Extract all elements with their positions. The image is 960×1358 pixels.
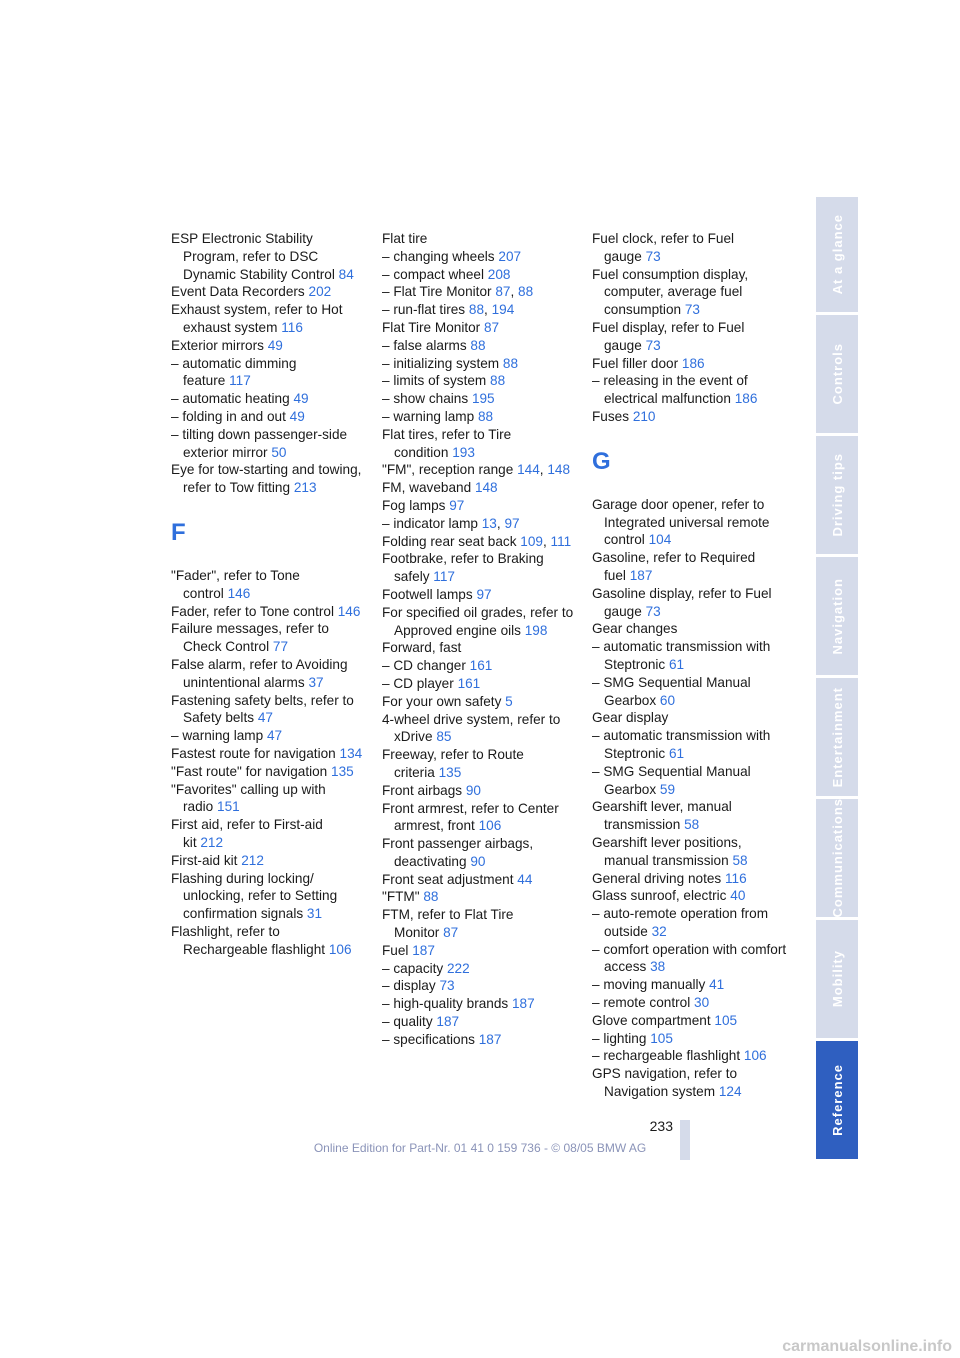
page-link[interactable]: 88: [490, 373, 506, 389]
watermark: carmanualsonline.info: [782, 1338, 952, 1355]
page-link[interactable]: 187: [478, 1031, 502, 1047]
page-link[interactable]: 58: [732, 852, 748, 868]
index-entry: [592, 674, 787, 710]
tab-label: Mobility: [829, 950, 845, 1008]
index-entry: [171, 390, 366, 408]
index-entry: [592, 994, 787, 1012]
index-entry: [382, 426, 577, 462]
entry-text: Eye for tow-starting and towing, refer to Tow fitting: [171, 462, 362, 496]
page-link[interactable]: 97: [476, 586, 492, 602]
page-link[interactable]: 212: [241, 852, 264, 868]
entry-text: – SMG Sequential Manual Gearbox: [592, 763, 751, 797]
footer-edition: Online Edition for Part-Nr. 01 41 0 159 736 - © 08/05 BMW AG: [313, 1141, 647, 1155]
index-column-2: [382, 230, 577, 1049]
page-link[interactable]: 41: [709, 977, 725, 993]
entry-text: Footbrake, refer to Braking safely: [382, 551, 544, 585]
page-link[interactable]: 32: [651, 923, 667, 939]
entry-text: – warning lamp: [171, 728, 264, 744]
index-entry: [382, 888, 577, 906]
page-link[interactable]: 186: [734, 391, 758, 407]
entry-text: Flat tires, refer to Tire condition: [382, 426, 512, 460]
index-entry: [382, 977, 577, 995]
page-link[interactable]: 116: [281, 319, 303, 335]
entry-text: "Fast route" for navigation: [171, 763, 328, 779]
index-entry: [382, 408, 577, 426]
entry-text: Forward, fast: [382, 640, 462, 656]
page-link[interactable]: 105: [650, 1030, 673, 1046]
index-entry: [171, 656, 366, 692]
page-link[interactable]: 49: [267, 337, 283, 353]
entry-text: – show chains: [382, 391, 469, 407]
index-column-3: [592, 230, 787, 1101]
entry-text: Flat Tire Monitor: [382, 319, 481, 335]
index-entry: [592, 408, 787, 426]
index-entry: [592, 372, 787, 408]
index-entry: [171, 567, 366, 603]
index-entry: [171, 745, 366, 763]
page-link[interactable]: 210: [632, 408, 656, 424]
page-number: 233: [649, 1118, 673, 1134]
entry-text: Glove compartment: [592, 1012, 711, 1028]
page-link[interactable]: 88: [470, 337, 486, 353]
entry-text: Front passenger airbags, deactivating: [382, 836, 534, 869]
tab-driving-tips[interactable]: [816, 436, 858, 554]
page-link[interactable]: 73: [645, 603, 661, 619]
entry-text: Gearshift lever, manual transmission: [592, 799, 732, 833]
index-entry: [592, 870, 787, 888]
page-link[interactable]: 106: [328, 941, 352, 957]
entry-text: Gearshift lever positions, manual transmission: [592, 834, 742, 868]
tab-communications[interactable]: [816, 799, 858, 917]
index-entry: [592, 905, 787, 941]
index-entry: [382, 319, 577, 337]
entry-text: – changing wheels: [382, 248, 495, 264]
entry-text: Fader, refer to Tone control: [171, 603, 334, 619]
page-link[interactable]: 146: [337, 603, 361, 619]
index-entry: [382, 355, 577, 373]
entry-text: – high-quality brands: [382, 996, 509, 1012]
entry-text: – folding in and out: [171, 408, 286, 424]
index-entry: [382, 230, 577, 248]
entry-text: – lighting: [592, 1030, 647, 1046]
entry-text: – capacity: [382, 960, 444, 976]
page-link[interactable]: 88: [518, 284, 534, 300]
entry-text: For your own safety: [382, 693, 502, 709]
index-entry: [171, 337, 366, 355]
entry-text: – false alarms: [382, 337, 467, 353]
page-link[interactable]: 61: [669, 656, 685, 672]
index-entry: [171, 763, 366, 781]
page-link[interactable]: 111: [550, 533, 572, 549]
tab-label: Reference: [829, 1064, 845, 1136]
index-entry: [592, 355, 787, 373]
page-link[interactable]: 198: [524, 622, 548, 638]
index-entry: [592, 727, 787, 763]
index-entry: [171, 230, 366, 283]
index-entry: [382, 835, 577, 871]
page-link[interactable]: 202: [308, 284, 332, 300]
index-entry: [592, 585, 787, 621]
index-entry: [592, 834, 787, 870]
tab-at-a-glance[interactable]: [816, 197, 858, 312]
index-entry: [171, 923, 366, 959]
tab-mobility[interactable]: [816, 920, 858, 1038]
page-link[interactable]: 148: [474, 480, 498, 496]
entry-text: – tilting down passenger-side exterior mirror: [171, 426, 348, 460]
index-entry: [592, 798, 787, 834]
page-link[interactable]: 134: [339, 745, 363, 761]
entry-text: – automatic transmission with Steptronic: [592, 728, 771, 761]
page-link[interactable]: 148: [547, 462, 571, 478]
entry-text: Garage door opener, refer to Integrated universal remote control: [592, 496, 770, 548]
page-link[interactable]: 105: [714, 1012, 738, 1028]
entry-text: Flashlight, refer to Rechargeable flashlight: [171, 923, 326, 957]
tab-label: At a glance: [829, 214, 845, 295]
entry-text: Front seat adjustment: [382, 871, 514, 887]
page-link[interactable]: 84: [338, 266, 354, 282]
entry-text: – CD player: [382, 675, 454, 691]
entry-text: "Fader", refer to Tone control: [171, 567, 300, 601]
entry-text: Gear changes: [592, 621, 678, 637]
entry-text: – limits of system: [382, 373, 487, 389]
index-entry: [592, 1065, 787, 1101]
entry-text: "FM", reception range: [382, 462, 514, 478]
entry-text: Exhaust system, refer to Hot exhaust system: [171, 302, 343, 335]
index-entry: [171, 301, 366, 337]
index-entry: [382, 1013, 577, 1031]
page-link[interactable]: 187: [436, 1014, 460, 1030]
entry-text: First-aid kit: [171, 852, 238, 868]
entry-text: – rechargeable flashlight: [592, 1048, 741, 1064]
entry-text: Glass sunroof, electric: [592, 888, 727, 904]
entry-text: First aid, refer to First-aid kit: [171, 817, 323, 850]
tab-label: Navigation: [829, 577, 845, 655]
index-entry: [592, 319, 787, 355]
entry-text: Fastest route for navigation: [171, 745, 336, 761]
entry-text: Flashing during locking/ unlocking, refer to Setting confirmation signals: [171, 870, 338, 922]
index-entry: "FM", reception range 144, 148: [382, 462, 571, 478]
page-link[interactable]: 187: [412, 942, 435, 958]
index-entry: [382, 604, 577, 640]
index-entry: [382, 1031, 577, 1049]
index-entry: [382, 871, 577, 889]
page-link[interactable]: 97: [449, 497, 465, 513]
entry-text: Front airbags: [382, 782, 463, 798]
entry-text: Fuel clock, refer to Fuel gauge: [592, 231, 735, 264]
page-link[interactable]: 161: [469, 658, 493, 674]
index-entry: [382, 995, 577, 1013]
tab-label: Entertainment: [829, 686, 845, 788]
page-link[interactable]: 187: [511, 996, 535, 1012]
page-link[interactable]: 90: [465, 782, 481, 798]
entry-text: Fuel display, refer to Fuel gauge: [592, 319, 745, 353]
index-entry: [171, 816, 366, 852]
entry-text: – warning lamp: [382, 408, 475, 424]
page-link[interactable]: 106: [478, 818, 502, 834]
page-link[interactable]: 222: [447, 960, 470, 976]
index-entry: [171, 408, 366, 426]
entry-text: Fuel filler door: [592, 355, 679, 371]
page-link[interactable]: 151: [217, 799, 240, 815]
index-entry: – Flat Tire Monitor 87, 88: [382, 284, 534, 300]
entry-text: Gasoline display, refer to Fuel gauge: [592, 585, 772, 619]
entry-text: Fuel: [382, 942, 409, 958]
entry-text: – indicator lamp: [382, 515, 478, 531]
page-link[interactable]: 73: [645, 337, 661, 353]
entry-text: Gasoline, refer to Required fuel: [592, 550, 756, 583]
tab-label: Controls: [829, 343, 845, 405]
index-entry: [382, 782, 577, 800]
entry-text: Fastening safety belts, refer to Safety belts: [171, 692, 354, 726]
page-link[interactable]: 186: [681, 355, 705, 371]
index-column-1: [171, 230, 366, 958]
entry-text: Front armrest, refer to Center armrest, front: [382, 800, 559, 834]
index-entry: [382, 550, 577, 586]
index-entry: [382, 942, 577, 960]
page-link[interactable]: 193: [452, 444, 475, 460]
page-link[interactable]: 117: [433, 569, 455, 585]
tab-label: Communications: [829, 798, 845, 918]
entry-text: Flat tire: [382, 231, 428, 246]
index-entry: – indicator lamp 13, 97: [382, 515, 520, 531]
index-entry: [592, 976, 787, 994]
index-entry: [382, 693, 577, 711]
page-link[interactable]: 85: [436, 729, 452, 745]
page-link[interactable]: 60: [659, 692, 676, 708]
page-link[interactable]: 61: [669, 745, 685, 761]
page-link[interactable]: 187: [629, 567, 653, 583]
index-entry: [171, 870, 366, 923]
index-entry: [592, 266, 787, 319]
page-link[interactable]: 49: [293, 391, 309, 407]
page-link[interactable]: 44: [517, 871, 533, 887]
index-entry: [382, 906, 577, 942]
entry-text: Freeway, refer to Route criteria: [382, 747, 524, 780]
entry-text: Fuses: [592, 408, 630, 424]
tab-controls[interactable]: [816, 315, 858, 433]
index-entry: [382, 639, 577, 657]
page-link[interactable]: 212: [200, 834, 224, 850]
index-entry: – run-flat tires 88, 194: [382, 302, 515, 318]
entry-text: Gear display: [592, 710, 669, 726]
page-link[interactable]: 146: [227, 585, 251, 601]
page-link[interactable]: 5: [505, 693, 513, 709]
page-link[interactable]: 37: [308, 674, 324, 690]
page-link[interactable]: 161: [457, 675, 481, 691]
index-entry: [171, 620, 366, 656]
page-link[interactable]: 73: [439, 978, 455, 994]
page-link[interactable]: 30: [694, 995, 710, 1011]
index-entry: [382, 372, 577, 390]
section-letter: F: [171, 518, 186, 546]
page-link[interactable]: 88: [477, 408, 494, 424]
page-link[interactable]: 87: [495, 284, 511, 300]
entry-text: False alarm, refer to Avoiding unintentional alarms: [171, 656, 348, 690]
tab-entertainment[interactable]: [816, 678, 858, 796]
page-link[interactable]: 73: [684, 302, 700, 318]
page-link[interactable]: 144: [517, 462, 540, 478]
entry-text: – automatic heating: [171, 391, 290, 407]
entry-text: – SMG Sequential Manual Gearbox: [592, 674, 751, 708]
index-entry: [592, 549, 787, 585]
page-link[interactable]: 50: [271, 444, 287, 460]
index-entry: [382, 675, 577, 693]
page-link[interactable]: 195: [471, 391, 495, 407]
entry-text: Exterior mirrors: [171, 337, 264, 353]
entry-text: Failure messages, refer to Check Control: [171, 621, 329, 655]
entry-text: – comfort operation with comfort access: [592, 941, 787, 975]
page-link[interactable]: 116: [725, 870, 747, 886]
entry-text: – remote control: [592, 995, 691, 1011]
index-entry: [382, 800, 577, 836]
index-entry: [171, 692, 366, 728]
section-sidebar: [816, 197, 858, 1162]
page-link[interactable]: 135: [331, 763, 354, 779]
tab-label: Driving tips: [829, 453, 845, 537]
index-entry: [171, 283, 366, 301]
entry-text: – moving manually: [592, 977, 706, 993]
page-link[interactable]: 208: [487, 266, 511, 282]
entry-text: Event Data Recorders: [171, 284, 305, 300]
entry-text: – releasing in the event of electrical malfunction: [592, 373, 748, 407]
entry-text: For specified oil grades, refer to Approved engine oils: [382, 604, 574, 638]
entry-text: – Flat Tire Monitor: [382, 284, 492, 300]
index-entry: [171, 426, 366, 462]
entry-text: ESP Electronic Stability Program, refer to DSC Dynamic Stability Control: [171, 231, 335, 282]
page-link[interactable]: 194: [491, 302, 515, 318]
page-link[interactable]: 117: [229, 373, 251, 389]
index-entry: [382, 746, 577, 782]
page-link[interactable]: 109: [520, 533, 543, 549]
page-link[interactable]: 38: [650, 959, 666, 975]
page-link[interactable]: 58: [684, 817, 700, 833]
page-link[interactable]: 87: [483, 319, 500, 335]
page-link[interactable]: 88: [468, 302, 485, 318]
page-link[interactable]: 88: [423, 889, 439, 905]
index-entry: [382, 960, 577, 978]
page-link[interactable]: 135: [438, 764, 462, 780]
index-entry: [592, 941, 787, 977]
index-entry: [382, 497, 577, 515]
index-entry: [382, 586, 577, 604]
index-entry: [592, 887, 787, 905]
page-link[interactable]: 87: [443, 925, 459, 941]
index-entry: [382, 248, 577, 266]
entry-text: – initializing system: [382, 355, 500, 371]
entry-text: "Favorites" calling up with radio: [171, 781, 326, 815]
index-entry: [382, 390, 577, 408]
page-link[interactable]: 59: [659, 781, 676, 797]
index-entry: [592, 230, 787, 266]
entry-text: Fuel consumption display, computer, average fuel consumption: [592, 266, 749, 318]
section-letter: G: [592, 447, 611, 475]
page-link[interactable]: 97: [504, 515, 520, 531]
entry-text: – compact wheel: [382, 266, 485, 282]
index-entry: [592, 1012, 787, 1030]
entry-text: – quality: [382, 1014, 433, 1030]
index-entry: Folding rear seat back 109, 111: [382, 533, 572, 549]
entry-text: GPS navigation, refer to Navigation system: [592, 1066, 738, 1100]
page-link[interactable]: 47: [266, 728, 283, 744]
index-entry: [171, 852, 366, 870]
index-entry: [592, 1030, 787, 1048]
page-link[interactable]: 90: [470, 853, 486, 869]
entry-text: – auto-remote operation from outside: [592, 906, 769, 939]
index-entry: [171, 727, 366, 745]
index-entry: [171, 603, 366, 621]
entry-text: FTM, refer to Flat Tire Monitor: [382, 907, 514, 941]
entry-text: – display: [382, 978, 436, 994]
index-entry: [382, 479, 577, 497]
page-link[interactable]: 88: [502, 355, 519, 371]
page-link[interactable]: 106: [743, 1048, 767, 1064]
entry-text: Fog lamps: [382, 497, 446, 513]
entry-text: "FTM": [382, 889, 420, 905]
index-entry: [592, 1047, 787, 1065]
entry-text: – CD changer: [382, 658, 466, 674]
index-entry: [171, 461, 366, 497]
index-entry: [592, 709, 787, 727]
entry-text: General driving notes: [592, 870, 722, 886]
page-link[interactable]: 73: [645, 248, 661, 264]
entry-text: – automatic dimming feature: [171, 355, 297, 389]
index-entry: [592, 638, 787, 674]
page-link[interactable]: 13: [481, 515, 497, 531]
entry-text: 4-wheel drive system, refer to xDrive: [382, 711, 561, 745]
index-entry: [382, 657, 577, 675]
index-entry: [382, 337, 577, 355]
tab-navigation[interactable]: [816, 557, 858, 675]
index-entry: [592, 620, 787, 638]
entry-text: – automatic transmission with Steptronic: [592, 639, 771, 672]
index-entry: [171, 781, 366, 817]
page-link[interactable]: 31: [306, 906, 323, 922]
entry-text: – run-flat tires: [382, 302, 466, 318]
page-link[interactable]: 77: [272, 639, 289, 655]
page-link[interactable]: 213: [293, 480, 317, 496]
page-link[interactable]: 207: [498, 248, 522, 264]
entry-text: – specifications: [382, 1031, 475, 1047]
entry-text: Footwell lamps: [382, 586, 473, 602]
index-entry: [592, 496, 787, 549]
index-entry: [171, 355, 366, 391]
page-link[interactable]: 40: [730, 888, 746, 904]
index-entry: [382, 711, 577, 747]
index-entry: [382, 266, 577, 284]
page-link[interactable]: 47: [257, 710, 273, 726]
page-link[interactable]: 49: [289, 408, 305, 424]
entry-text: FM, waveband: [382, 480, 472, 496]
index-entry: [592, 763, 787, 799]
page-link[interactable]: 124: [718, 1084, 742, 1100]
page-link[interactable]: 104: [648, 532, 672, 548]
entry-text: Folding rear seat back: [382, 533, 517, 549]
